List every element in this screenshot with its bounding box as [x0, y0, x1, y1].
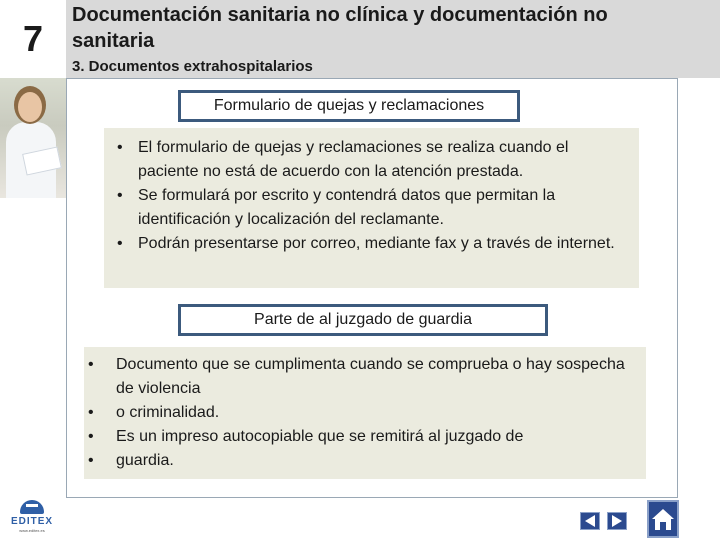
list-item — [84, 353, 636, 401]
bullet-icon: • — [117, 139, 123, 156]
bullet-icon: • — [117, 187, 123, 204]
nurse-photo — [0, 78, 66, 198]
editex-logo-icon — [20, 500, 44, 514]
chapter-box — [0, 0, 66, 78]
list-item-text: Podrán presentarse por correo, mediante fax y a través de internet. — [138, 235, 615, 252]
list-item-text: Documento que se cumplimenta cuando se comprueba o hay sospecha de violencia — [116, 356, 625, 397]
bullet-icon: • — [88, 452, 94, 469]
list-item — [84, 401, 636, 425]
page-title: Documentación sanitaria no clínica y documentación no sanitaria — [72, 4, 608, 52]
triangle-right-icon — [608, 513, 626, 529]
section-panel-quejas — [104, 128, 639, 288]
list-item-text: guardia. — [116, 452, 174, 469]
editex-logo — [10, 500, 54, 536]
list-item-text: Es un impreso autocopiable que se remitirá al juzgado de — [116, 428, 524, 445]
list-item — [114, 232, 629, 256]
list-item — [84, 425, 636, 449]
bullet-icon: • — [88, 404, 94, 421]
chapter-number: 7 — [22, 18, 44, 59]
list-item-text: El formulario de quejas y reclamaciones se realiza cuando el paciente no está de acuerdo con la atención prestada. — [138, 139, 569, 180]
bullet-icon: • — [88, 356, 94, 373]
home-icon — [649, 502, 677, 536]
triangle-left-icon — [581, 513, 599, 529]
next-button[interactable] — [607, 512, 627, 530]
logo-wordmark: EDITEX — [10, 516, 54, 527]
bullet-list — [84, 353, 636, 473]
logo-site: www.editex.es — [19, 528, 45, 533]
section-heading-juzgado: Parte de al juzgado de guardia — [178, 304, 548, 336]
section-heading-quejas: Formulario de quejas y reclamaciones — [178, 90, 520, 122]
list-item-text: Se formulará por escrito y contendrá datos que permitan la identificación y localización del reclamante. — [138, 187, 556, 228]
bullet-icon: • — [117, 235, 123, 252]
section-panel-juzgado — [84, 347, 646, 479]
photo-figure-face — [18, 92, 42, 122]
list-item — [114, 136, 629, 184]
home-button[interactable] — [647, 500, 679, 538]
header-bar — [0, 0, 720, 78]
bullet-list — [114, 136, 629, 256]
bullet-icon: • — [88, 428, 94, 445]
page-subtitle: 3. Documentos extrahospitalarios — [72, 58, 313, 75]
previous-button[interactable] — [580, 512, 600, 530]
list-item — [84, 449, 636, 473]
list-item — [114, 184, 629, 232]
list-item-text: o criminalidad. — [116, 404, 220, 421]
